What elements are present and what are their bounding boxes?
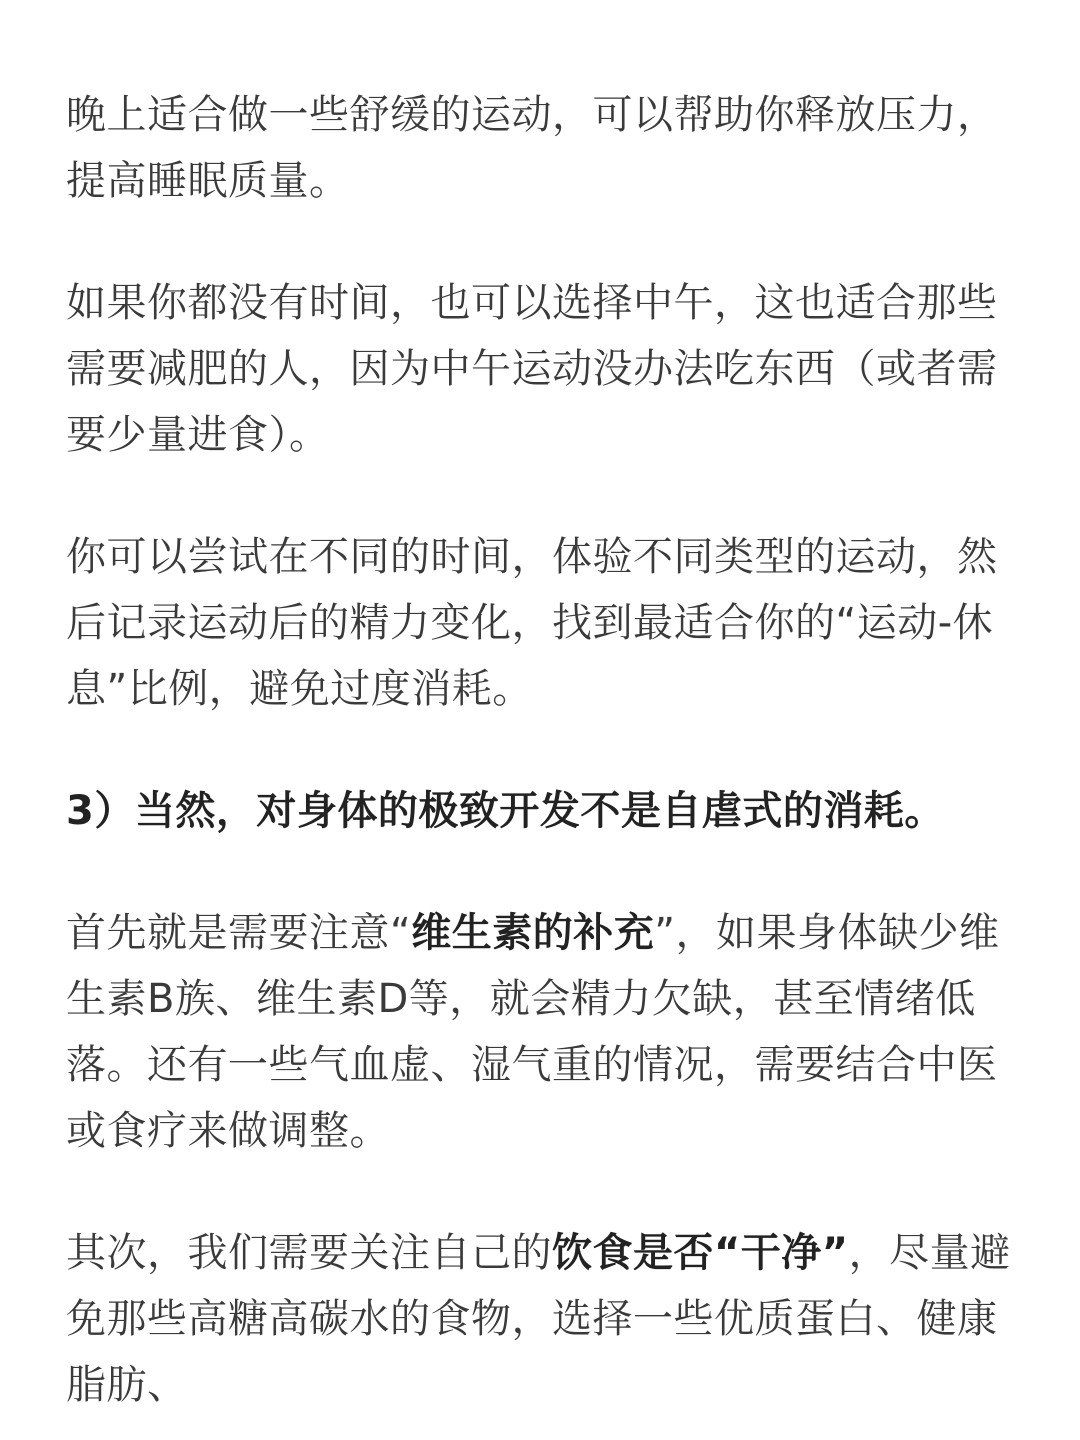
emphasis-text: 饮食是否“干净”: [552, 1230, 849, 1276]
paragraph-text: 你可以尝试在不同的时间，体验不同类型的运动，然后记录运动后的精力变化，找到最适合你的“运动-休息”比例，避免过度消耗。: [66, 534, 998, 712]
heading-text: 3）当然，对身体的极致开发不是自虐式的消耗。: [66, 788, 945, 834]
paragraph-text: ，尽量避免那些高糖高碳水的食物，选择一些优质蛋白、健康脂肪、: [66, 1230, 1011, 1408]
paragraph-clean-diet: [66, 1220, 1016, 1418]
article-body: [66, 82, 1016, 1418]
paragraph-text: ”，如果身体缺少维生素B族、维生素D等，就会精力欠缺，甚至情绪低落。还有一些气血虚、湿气重的情况，需要结合中医或食疗来做调整。: [66, 910, 1000, 1154]
emphasis-text: 维生素的补充: [411, 910, 655, 956]
paragraph-vitamins: [66, 900, 1016, 1164]
paragraph-noon-exercise: [66, 270, 1016, 468]
paragraph-text: 首先就是需要注意“: [66, 910, 412, 956]
paragraph-text: 如果你都没有时间，也可以选择中午，这也适合那些需要减肥的人，因为中午运动没办法吃东西（或者需要少量进食）。: [66, 280, 998, 458]
section-heading: [66, 778, 1016, 844]
paragraph-try-different-times: [66, 524, 1016, 722]
paragraph-evening-exercise: [66, 82, 1016, 214]
paragraph-text: 其次，我们需要关注自己的: [66, 1230, 552, 1276]
paragraph-text: 晚上适合做一些舒缓的运动，可以帮助你释放压力，提高睡眠质量。: [66, 92, 998, 204]
